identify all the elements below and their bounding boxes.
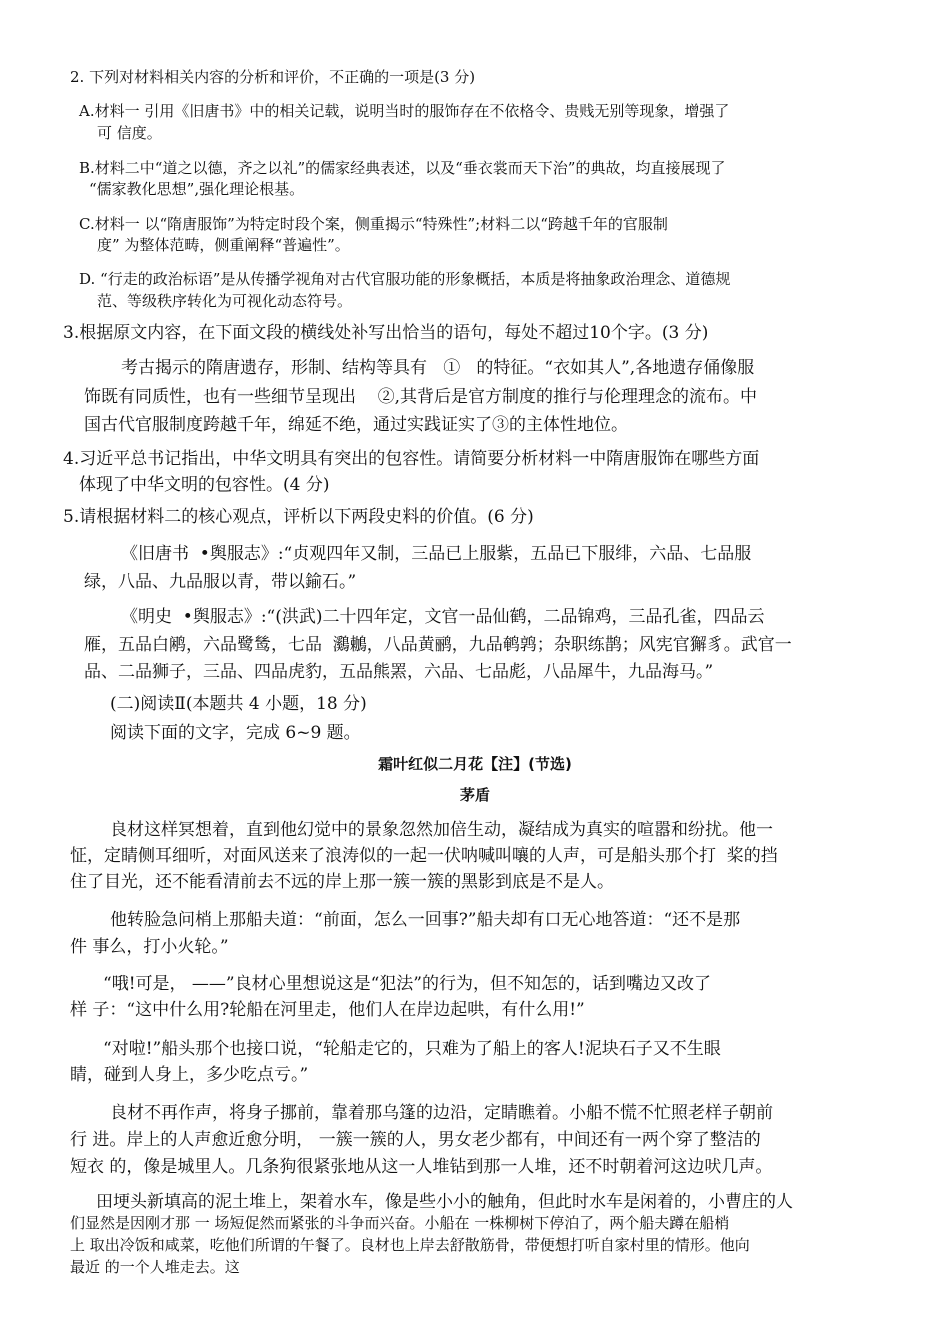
story-p6-line4: 最近 的一个人堆走去。这	[70, 1258, 240, 1276]
reading2-instruction: 阅读下面的文字，完成 6~9 题。	[110, 723, 361, 743]
q2-option-d-line2: 范、等级秩序转化为可视化动态符号。	[97, 292, 353, 310]
story-p4-line1: “对啦!”船头那个也接口说，“轮船走它的，只难为了船上的客人!泥块石子又不生眼	[103, 1039, 721, 1059]
story-p3-line1: “哦!可是， ——”良材心里想说这是“犯法”的行为，但不知怎的，话到嘴边又改了	[103, 974, 711, 994]
q2-option-b-line2: “儒家教化思想”,强化理论根基。	[89, 180, 305, 198]
story-p5-line2: 行 进。岸上的人声愈近愈分明， 一簇一簇的人，男女老少都有，中间还有一两个穿了整洁的	[70, 1130, 761, 1150]
story-p1-line2: 怔，定睛侧耳细听，对面风送来了浪涛似的一起一伏呐喊叫嚷的人声，可是船头那个打 桨的挡	[70, 846, 778, 866]
q5-source1-line2: 绿，八品、九品服以青，带以鍮石。”	[84, 572, 357, 592]
q2-option-b-line1: B.材料二中“道之以德，齐之以礼”的儒家经典表述，以及“垂衣裳而天下治”的典故，均直接展现了	[79, 159, 726, 177]
q5-stem: 5.请根据材料二的核心观点，评析以下两段史料的价值。(6 分)	[63, 507, 534, 527]
reading2-heading: (二)阅读Ⅱ(本题共 4 小题，18 分)	[110, 694, 367, 714]
story-p5-line3: 短衣 的，像是城里人。几条狗很紧张地从这一人堆钻到那一人堆，还不时朝着河这边吠几声。	[70, 1157, 773, 1177]
story-p6-line3: 上 取出冷饭和咸菜，吃他们所谓的午餐了。良材也上岸去舒散筋骨，带便想打听自家村里的情形。他向	[70, 1236, 750, 1254]
q3-passage-line3: 国古代官服制度跨越千年，绵延不绝，通过实践证实了③的主体性地位。	[84, 415, 628, 435]
q2-option-c-line1: C.材料一 以“隋唐服饰”为特定时段个案，侧重揭示“特殊性”;材料二以“跨越千年的官服制	[79, 215, 668, 233]
q4-line2: 体现了中华文明的包容性。(4 分)	[79, 475, 330, 495]
q5-source1-line1: 《旧唐书 •舆服志》:“贞观四年又制，三品已上服紫，五品已下服绯，六品、七品服	[121, 544, 752, 564]
story-p3-line2: 样 子：“这中什么用?轮船在河里走，他们人在岸边起哄，有什么用!”	[70, 1000, 585, 1020]
story-p6-line1: 田埂头新填高的泥土堆上，架着水车，像是些小小的触角，但此时水车是闲着的，小曹庄的人	[96, 1192, 793, 1212]
q3-passage-line2: 饰既有同质性，也有一些细节呈现出 ②,其背后是官方制度的推行与伦理理念的流布。中	[84, 387, 758, 407]
story-p4-line2: 睛，碰到人身上，多少吃点亏。”	[70, 1065, 309, 1085]
q2-option-d-line1: D. “行走的政治标语”是从传播学视角对古代官服功能的形象概括，本质是将抽象政治理念、道德规	[79, 270, 731, 288]
q5-source2-line1: 《明史 •舆服志》:“(洪武)二十四年定，文官一品仙鹤，二品锦鸡，三品孔雀，四品云	[121, 607, 765, 627]
story-p1-line1: 良材这样冥想着，直到他幻觉中的景象忽然加倍生动，凝结成为真实的喧嚣和纷扰。他一	[110, 820, 773, 840]
q3-stem: 3.根据原文内容，在下面文段的横线处补写出恰当的语句，每处不超过10个字。(3 分)	[63, 323, 709, 343]
q2-option-a-line2: 可 信度。	[97, 124, 162, 142]
q3-passage-line1: 考古揭示的隋唐遗存，形制、结构等具有 ① 的特征。“衣如其人”,各地遗存俑像服	[121, 358, 755, 378]
q5-source2-line3: 品、二品狮子，三品、四品虎豹，五品熊罴，六品、七品彪，八品犀牛，九品海马。”	[84, 662, 714, 682]
story-title: 霜叶红似二月花【注】(节选)	[378, 755, 572, 773]
story-p6-line2: 们显然是因刚才那 一 场短促然而紧张的斗争而兴奋。小船在 一株柳树下停泊了，两个船夫蹲在船梢	[70, 1214, 730, 1232]
story-p2-line1: 他转脸急问梢上那船夫道：“前面，怎么一回事?”船夫却有口无心地答道：“还不是那	[110, 910, 741, 930]
q2-option-c-line2: 度” 为整体范畴，侧重阐释“普遍性”。	[97, 236, 350, 254]
q5-source2-line2: 雁，五品白鹇，六品鹭鸶，七品 鸂鶒，八品黄鹂，九品鹌鹑；杂职练鹊；风宪官獬豸。武官一	[84, 635, 792, 655]
q2-stem: 2. 下列对材料相关内容的分析和评价，不正确的一项是(3 分)	[70, 68, 476, 86]
q2-option-a-line1: A.材料一 引用《旧唐书》中的相关记载，说明当时的服饰存在不依格令、贵贱无别等现象，增强了	[79, 102, 730, 120]
q4-line1: 4.习近平总书记指出，中华文明具有突出的包容性。请简要分析材料一中隋唐服饰在哪些方面	[63, 449, 760, 469]
story-p5-line1: 良材不再作声，将身子挪前，靠着那乌篷的边沿，定睛瞧着。小船不慌不忙照老样子朝前	[110, 1103, 773, 1123]
story-author: 茅盾	[459, 786, 490, 804]
story-p1-line3: 住了目光，还不能看清前去不远的岸上那一簇一簇的黑影到底是不是人。	[70, 872, 614, 892]
story-p2-line2: 件 事么，打小火轮。”	[70, 937, 229, 957]
